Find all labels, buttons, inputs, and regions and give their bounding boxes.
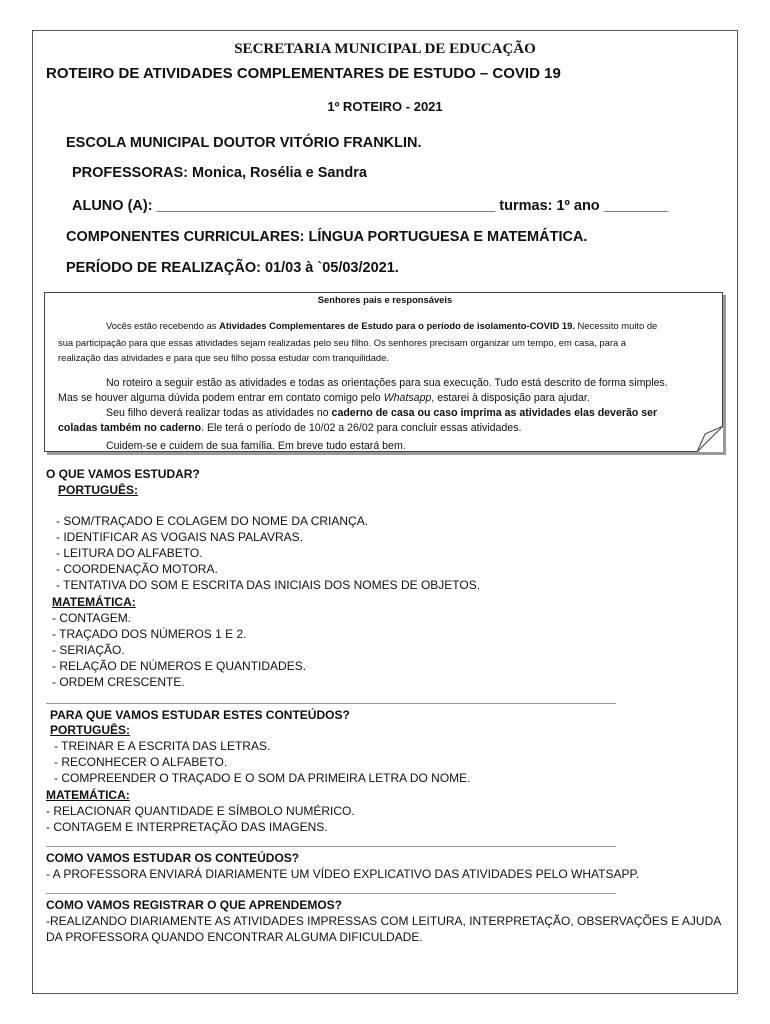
page-curl-icon <box>697 426 723 452</box>
register-heading: COMO VAMOS REGISTRAR O QUE APRENDEMOS? <box>46 898 343 912</box>
what-portugues-item: - COORDENAÇÃO MOTORA. <box>56 562 218 576</box>
roteiro-number: 1º ROTEIRO - 2021 <box>327 99 443 114</box>
notice-p4: Cuidem-se e cuidem de sua família. Em breve tudo estará bem. <box>106 440 406 452</box>
why-matematica-item: - RELACIONAR QUANTIDADE E SÍMBOLO NUMÉRICO. <box>46 804 355 818</box>
what-matematica-label: MATEMÁTICA: <box>52 595 136 609</box>
notice-p3-line1: Seu filho deverá realizar todas as atividades no caderno de casa ou caso imprima as atividades elas deverão ser <box>106 407 658 419</box>
how-heading: COMO VAMOS ESTUDAR OS CONTEÚDOS? <box>46 851 300 865</box>
notice-p1-line3: realização das atividades e para que seu filho possa estudar com tranquilidade. <box>58 352 389 363</box>
why-matematica-label: MATEMÁTICA: <box>46 788 130 802</box>
what-matematica-item: - ORDEM CRESCENTE. <box>52 675 185 689</box>
separator-line <box>46 893 616 894</box>
why-portugues-item: - TREINAR E A ESCRITA DAS LETRAS. <box>54 739 271 753</box>
notice-p3-line2: coladas também no caderno. Ele terá o período de 10/02 a 26/02 para concluir essas atividades. <box>58 422 522 434</box>
what-heading: O QUE VAMOS ESTUDAR? <box>46 467 200 481</box>
curricular-components: COMPONENTES CURRICULARES: LÍNGUA PORTUGUESA E MATEMÁTICA. <box>66 229 588 245</box>
separator-line <box>46 703 616 704</box>
why-portugues-label: PORTUGUÊS: <box>50 723 131 737</box>
secretaria-title: SECRETARIA MUNICIPAL DE EDUCAÇÃO <box>234 41 536 57</box>
notice-p2-line2: Mas se houver alguma dúvida podem entrar em contato comigo pelo Whatsapp, estarei à disposição para ajudar. <box>58 392 590 404</box>
what-portugues-item: - LEITURA DO ALFABETO. <box>56 546 203 560</box>
what-matematica-item: - SERIAÇÃO. <box>52 643 125 657</box>
what-portugues-item: - TENTATIVA DO SOM E ESCRITA DAS INICIAIS DOS NOMES DE OBJETOS. <box>56 578 481 592</box>
school-name: ESCOLA MUNICIPAL DOUTOR VITÓRIO FRANKLIN. <box>66 135 422 151</box>
notice-p1-line2: sua participação para que essas atividades sejam realizadas pelo seu filho. Os senhores precisam organizar um tempo, em casa, para a <box>58 337 627 348</box>
notice-p1-line1: Vocês estão recebendo as Atividades Complementares de Estudo para o período de isolamento-COVID 19. Necessito muito de <box>106 320 658 331</box>
why-portugues-item: - COMPREENDER O TRAÇADO E O SOM DA PRIMEIRA LETRA DO NOME. <box>54 771 471 785</box>
why-portugues-item: - RECONHECER O ALFABETO. <box>54 755 228 769</box>
why-heading: PARA QUE VAMOS ESTUDAR ESTES CONTEÚDOS? <box>50 708 350 722</box>
period: PERÍODO DE REALIZAÇÃO: 01/03 à `05/03/2021. <box>66 260 399 276</box>
separator-line <box>46 846 616 847</box>
what-portugues-label: PORTUGUÊS: <box>58 483 139 497</box>
register-text: -REALIZANDO DIARIAMENTE AS ATIVIDADES IMPRESSAS COM LEITURA, INTERPRETAÇÃO, OBSERVAÇÕES E AJUDA DA PROFESSORA QUANDO ENCONTRAR ALGUMA DIFICULDADE. <box>46 914 721 944</box>
teachers: PROFESSORAS: Monica, Rosélia e Sandra <box>72 165 367 181</box>
what-matematica-item: - TRAÇADO DOS NÚMEROS 1 E 2. <box>52 627 247 641</box>
why-matematica-item: - CONTAGEM E INTERPRETAÇÃO DAS IMAGENS. <box>46 820 328 834</box>
notice-p2-line1: No roteiro a seguir estão as atividades e todas as orientações para sua execução. Tudo está descrito de forma simples. <box>106 377 668 389</box>
what-matematica-item: - RELAÇÃO DE NÚMEROS E QUANTIDADES. <box>52 659 307 673</box>
notice-title: Senhores pais e responsáveis <box>317 294 453 305</box>
how-text: - A PROFESSORA ENVIARÁ DIARIAMENTE UM VÍDEO EXPLICATIVO DAS ATIVIDADES PELO WHATSAPP. <box>46 867 640 881</box>
roteiro-title: ROTEIRO DE ATIVIDADES COMPLEMENTARES DE ESTUDO – COVID 19 <box>46 65 561 82</box>
what-portugues-item: - SOM/TRAÇADO E COLAGEM DO NOME DA CRIANÇA. <box>56 514 369 528</box>
student-field: ALUNO (A): __________________________________________ turmas: 1º ano ________ <box>72 198 669 214</box>
what-portugues-item: - IDENTIFICAR AS VOGAIS NAS PALAVRAS. <box>56 530 303 544</box>
what-matematica-item: - CONTAGEM. <box>52 611 132 625</box>
